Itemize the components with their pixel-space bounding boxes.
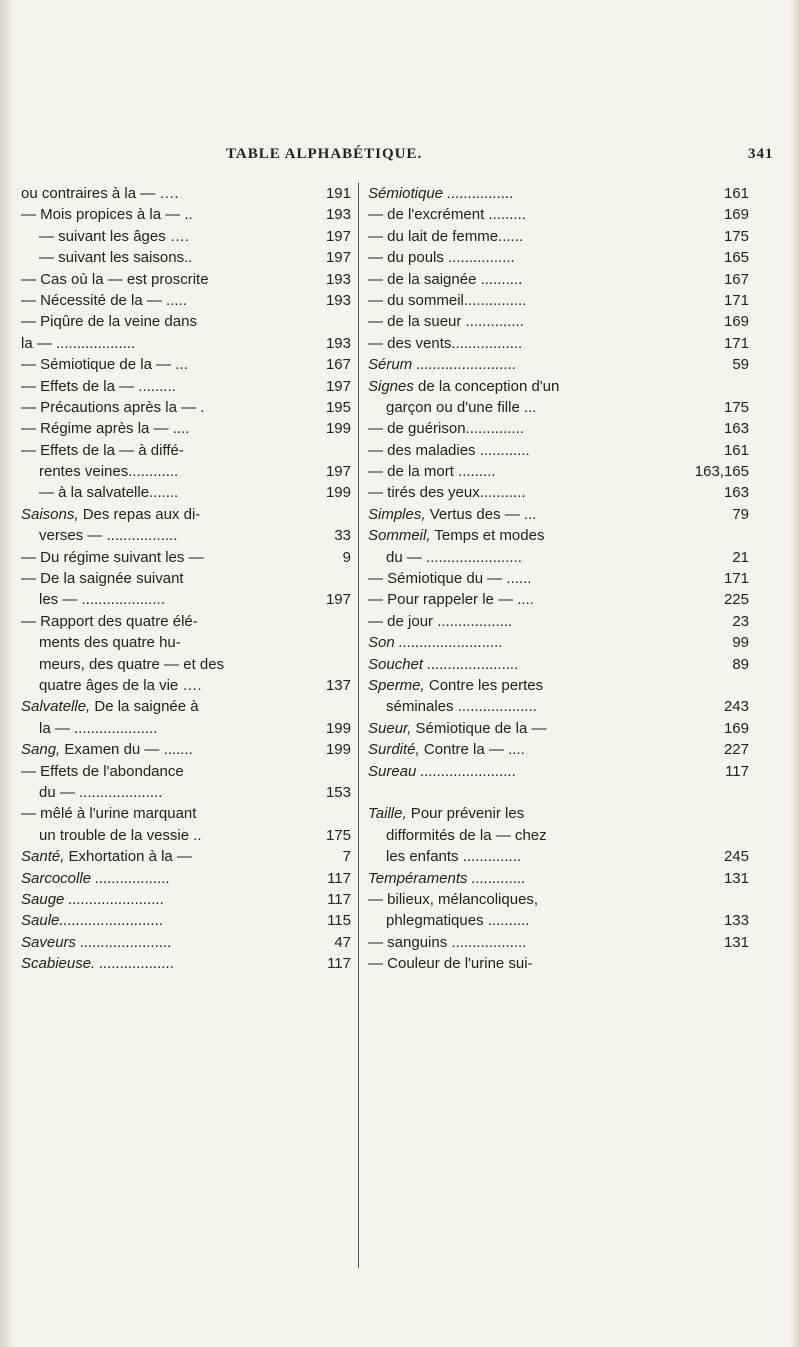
entry-text: — suivant les saisons.. [39, 249, 193, 267]
index-entry [368, 418, 749, 439]
entry-rest: Exhortation à la — [64, 848, 192, 866]
entry-page-number: 197 [325, 377, 351, 395]
entry-page-number: 167 [723, 270, 749, 288]
entry-text: Souchet ...................... [368, 655, 519, 673]
entry-text: — Piqûre de la veine dans [21, 313, 197, 331]
entry-page-number: 133 [723, 912, 749, 930]
entry-page-number: 199 [325, 484, 351, 502]
entry-rest: de la conception d'un [413, 377, 560, 395]
index-entry [368, 825, 749, 846]
index-entry [368, 932, 749, 953]
entry-page-number: 175 [723, 227, 749, 245]
index-entry [368, 354, 749, 375]
index-entry [368, 482, 749, 503]
entry-page-number: 163 [723, 420, 749, 438]
entry-page-number: 193 [325, 270, 351, 288]
entry-keyword: Signes [368, 377, 414, 395]
entry-page-number: 21 [732, 548, 749, 566]
entry-text [368, 720, 546, 737]
index-entry [21, 782, 351, 803]
entry-page-number: 175 [723, 398, 749, 416]
entry-page-number: 171 [723, 570, 749, 588]
index-entry [21, 311, 351, 332]
entry-text: verses — ................. [39, 527, 178, 545]
entry-text: — des vents................. [368, 334, 523, 352]
index-entry [368, 718, 749, 739]
entry-text: Sérum ........................ [368, 356, 517, 374]
entry-text: — du lait de femme...... [368, 227, 524, 245]
entry-page-number: 33 [334, 527, 351, 545]
entry-text: ments des quatre hu- [39, 634, 181, 652]
index-entry [368, 547, 749, 568]
entry-rest: Vertus des — ... [425, 505, 537, 523]
entry-text: — Cas où la — est proscrite [21, 270, 209, 288]
entry-text [21, 698, 199, 715]
index-entry [21, 611, 351, 632]
entry-text: — bilieux, mélancoliques, [368, 890, 539, 908]
entry-page-number: 191 [325, 185, 351, 202]
entry-page-number: 161 [723, 185, 749, 202]
entry-page-number: 193 [325, 334, 351, 352]
entry-text: — Rapport des quatre élé- [21, 612, 198, 630]
entry-text: du — .................... [39, 783, 163, 801]
entry-text: — de la mort ......... [368, 463, 496, 481]
entry-text [368, 527, 544, 544]
entry-keyword: Santé, [21, 848, 65, 866]
index-column-right [368, 183, 749, 974]
index-entry [368, 247, 749, 268]
entry-text: — de l'excrément ......... [368, 206, 526, 224]
entry-page-number: 197 [325, 249, 351, 267]
entry-text: — Couleur de l'urine sui- [368, 955, 533, 973]
entry-page-number: 163 [723, 484, 749, 502]
entry-page-number: 79 [732, 505, 749, 523]
entry-page-number: 197 [325, 227, 351, 245]
entry-page-number: 117 [327, 955, 351, 973]
index-entry [368, 183, 749, 204]
index-entry [21, 440, 351, 461]
entry-page-number: 169 [723, 719, 749, 737]
entry-page-number: 197 [325, 591, 351, 609]
index-entry [21, 397, 351, 418]
entry-text: — de guérison.............. [368, 420, 524, 438]
entry-page-number: 99 [732, 634, 749, 652]
entry-text [21, 848, 192, 865]
index-entry [368, 611, 749, 632]
entry-text: Scabieuse. .................. [21, 955, 175, 973]
index-entry [21, 247, 351, 268]
entry-rest: Examen du — ....... [60, 741, 193, 759]
entry-keyword: Taille, [368, 805, 407, 823]
entry-rest: Temps et modes [430, 527, 545, 545]
entry-keyword: Surdité, [368, 741, 420, 759]
entry-text: la — ................... [21, 334, 136, 352]
index-column-left [21, 183, 351, 974]
entry-text [368, 378, 559, 395]
entry-text: — du pouls ................ [368, 249, 515, 267]
index-entry [21, 204, 351, 225]
entry-page-number: 153 [325, 783, 351, 801]
entry-page-number: 245 [723, 848, 749, 866]
entry-keyword: Simples, [368, 505, 426, 523]
index-entry [368, 333, 749, 354]
index-entry [21, 654, 351, 675]
entry-text: difformités de la — chez [386, 826, 547, 844]
index-entry [368, 632, 749, 653]
index-entry [368, 204, 749, 225]
column-divider [358, 183, 359, 1268]
entry-page-number: 115 [327, 912, 351, 930]
index-entry [368, 675, 749, 696]
entry-page-number: 193 [325, 206, 351, 224]
index-entry [368, 440, 749, 461]
page-edge [790, 0, 800, 1347]
index-entry [368, 654, 749, 675]
entry-page-number: 163,165 [694, 463, 749, 481]
entry-page-number: 165 [723, 249, 749, 267]
index-entry [368, 696, 749, 717]
index-entry [21, 910, 351, 931]
index-entry [368, 290, 749, 311]
index-entry [21, 226, 351, 247]
entry-text [21, 741, 193, 758]
index-entry [368, 397, 749, 418]
index-entry [368, 868, 749, 889]
index-entry [21, 461, 351, 482]
index-entry [368, 311, 749, 332]
index-entry [368, 953, 749, 974]
entry-text: du — ....................... [386, 548, 522, 566]
page-number: 341 [748, 146, 774, 162]
entry-page-number: 47 [334, 933, 351, 951]
index-entry [21, 696, 351, 717]
entry-text: — de jour .................. [368, 612, 513, 630]
entry-rest: Sémiotique de la — [411, 719, 547, 737]
entry-page-number: 195 [325, 398, 351, 416]
index-entry [368, 525, 749, 546]
entry-text: Son ......................... [368, 634, 504, 652]
index-entry [21, 269, 351, 290]
entry-page-number: 175 [325, 826, 351, 844]
entry-text: — Précautions après la — . [21, 398, 205, 416]
entry-text: meurs, des quatre — et des [39, 655, 225, 673]
running-header [0, 146, 800, 166]
index-entry [368, 739, 749, 760]
index-entry [21, 418, 351, 439]
entry-text: un trouble de la vessie .. [39, 826, 202, 844]
entry-rest: Contre la — .... [419, 741, 525, 759]
entry-text: séminales ................... [386, 698, 537, 716]
entry-text: — Effets de l'abondance [21, 762, 184, 780]
entry-text: — mêlé à l'urine marquant [21, 805, 197, 823]
index-entry [21, 290, 351, 311]
entry-text: garçon ou d'une fille ... [386, 398, 537, 416]
entry-keyword: Sueur, [368, 719, 412, 737]
entry-keyword: Salvatelle, [21, 698, 91, 716]
entry-text: Tempéraments ............. [368, 869, 526, 887]
index-entry [21, 568, 351, 589]
entry-text: Saveurs ...................... [21, 933, 172, 951]
entry-page-number: 197 [325, 463, 351, 481]
entry-rest: Pour prévenir les [406, 805, 525, 823]
entry-rest: Contre les pertes [424, 676, 544, 694]
entry-text: ou contraires à la — …. [21, 185, 179, 202]
entry-text [368, 677, 543, 694]
entry-page-number: 169 [723, 313, 749, 331]
index-entry [368, 846, 749, 867]
entry-page-number: 117 [725, 762, 749, 780]
index-entry [21, 504, 351, 525]
entry-page-number: 199 [325, 719, 351, 737]
entry-page-number: 23 [732, 612, 749, 630]
entry-text: Sarcocolle .................. [21, 869, 171, 887]
entry-text: — De la saignée suivant [21, 570, 184, 588]
entry-text: quatre âges de la vie …. [39, 676, 202, 694]
header-title: TABLE ALPHABÉTIQUE. [226, 146, 423, 162]
index-entry [21, 354, 351, 375]
entry-page-number: 131 [723, 933, 749, 951]
entry-page-number: 117 [327, 869, 351, 887]
index-entry [21, 825, 351, 846]
index-entry [21, 846, 351, 867]
entry-text: — Régime après la — .... [21, 420, 190, 438]
entry-text: les — .................... [39, 591, 165, 609]
entry-text: la — .................... [39, 719, 158, 737]
entry-text: — Nécessité de la — ..... [21, 291, 187, 309]
index-entry [368, 889, 749, 910]
index-entry [21, 889, 351, 910]
entry-text: phlegmatiques .......... [386, 912, 530, 930]
entry-text [368, 805, 524, 822]
entry-text [368, 506, 536, 523]
entry-text: Sémiotique ................ [368, 185, 514, 202]
entry-page-number: 243 [723, 698, 749, 716]
entry-keyword: Sperme, [368, 676, 425, 694]
index-entry [368, 376, 749, 397]
entry-text: — Mois propices à la — .. [21, 206, 193, 224]
entry-text [368, 741, 525, 758]
entry-page-number: 117 [327, 890, 351, 908]
entry-page-number: 137 [325, 676, 351, 694]
entry-keyword: Sommeil, [368, 527, 431, 545]
entry-keyword: Saisons, [21, 505, 79, 523]
entry-page-number: 227 [723, 741, 749, 759]
entry-text: — Pour rappeler le — .... [368, 591, 534, 609]
index-entry [21, 932, 351, 953]
index-entry [368, 461, 749, 482]
entry-text: — Sémiotique de la — ... [21, 356, 188, 374]
index-entry [21, 376, 351, 397]
entry-page-number: 199 [325, 741, 351, 759]
index-entry [368, 910, 749, 931]
index-entry [21, 868, 351, 889]
entry-page-number: 193 [325, 291, 351, 309]
index-entry [368, 269, 749, 290]
entry-text: — des maladies ............ [368, 441, 530, 459]
index-entry [21, 761, 351, 782]
index-entry [368, 504, 749, 525]
entry-page-number: 161 [723, 441, 749, 459]
entry-text: Saule......................... [21, 912, 164, 930]
entry-text: — Sémiotique du — ...... [368, 570, 532, 588]
entry-text: Sureau ....................... [368, 762, 517, 780]
index-entry [21, 739, 351, 760]
entry-page-number: 167 [325, 356, 351, 374]
index-entry [368, 761, 749, 782]
entry-text: — du sommeil............... [368, 291, 527, 309]
index-entry [21, 547, 351, 568]
entry-page-number: 9 [342, 548, 351, 566]
entry-page-number: 171 [723, 334, 749, 352]
entry-rest: Des repas aux di- [78, 505, 201, 523]
entry-text: les enfants .............. [386, 848, 522, 866]
index-entry [368, 589, 749, 610]
index-entry [21, 803, 351, 824]
entry-text: — tirés des yeux........... [368, 484, 526, 502]
index-entry [21, 675, 351, 696]
entry-page-number: 7 [342, 848, 351, 866]
entry-rest: De la saignée à [90, 698, 199, 716]
index-entry [21, 482, 351, 503]
index-entry [21, 718, 351, 739]
entry-page-number: 89 [732, 655, 749, 673]
entry-text: rentes veines............ [39, 463, 179, 481]
index-entry [368, 568, 749, 589]
entry-text: — à la salvatelle....... [39, 484, 179, 502]
index-entry [368, 803, 749, 824]
entry-page-number: 131 [723, 869, 749, 887]
entry-page-number: 169 [723, 206, 749, 224]
entry-text: Sauge ....................... [21, 890, 165, 908]
entry-text: — Effets de la — à diffé- [21, 441, 184, 459]
index-entry [21, 589, 351, 610]
entry-text [21, 506, 200, 523]
entry-keyword: Sang, [21, 741, 61, 759]
entry-page-number: 171 [723, 291, 749, 309]
entry-page-number: 225 [723, 591, 749, 609]
entry-text: — Du régime suivant les — [21, 548, 204, 566]
index-entry [368, 782, 749, 803]
page-binding-shadow [0, 0, 14, 1347]
index-entry [21, 183, 351, 204]
index-entry [21, 632, 351, 653]
entry-page-number: 199 [325, 420, 351, 438]
index-entry [368, 226, 749, 247]
entry-text: — Effets de la — ......... [21, 377, 176, 395]
index-entry [21, 333, 351, 354]
index-entry [21, 525, 351, 546]
index-entry [21, 953, 351, 974]
entry-text: — suivant les âges …. [39, 227, 190, 245]
entry-page-number: 59 [732, 356, 749, 374]
entry-text: — sanguins .................. [368, 933, 527, 951]
entry-text: — de la sueur .............. [368, 313, 524, 331]
entry-text: — de la saignée .......... [368, 270, 523, 288]
